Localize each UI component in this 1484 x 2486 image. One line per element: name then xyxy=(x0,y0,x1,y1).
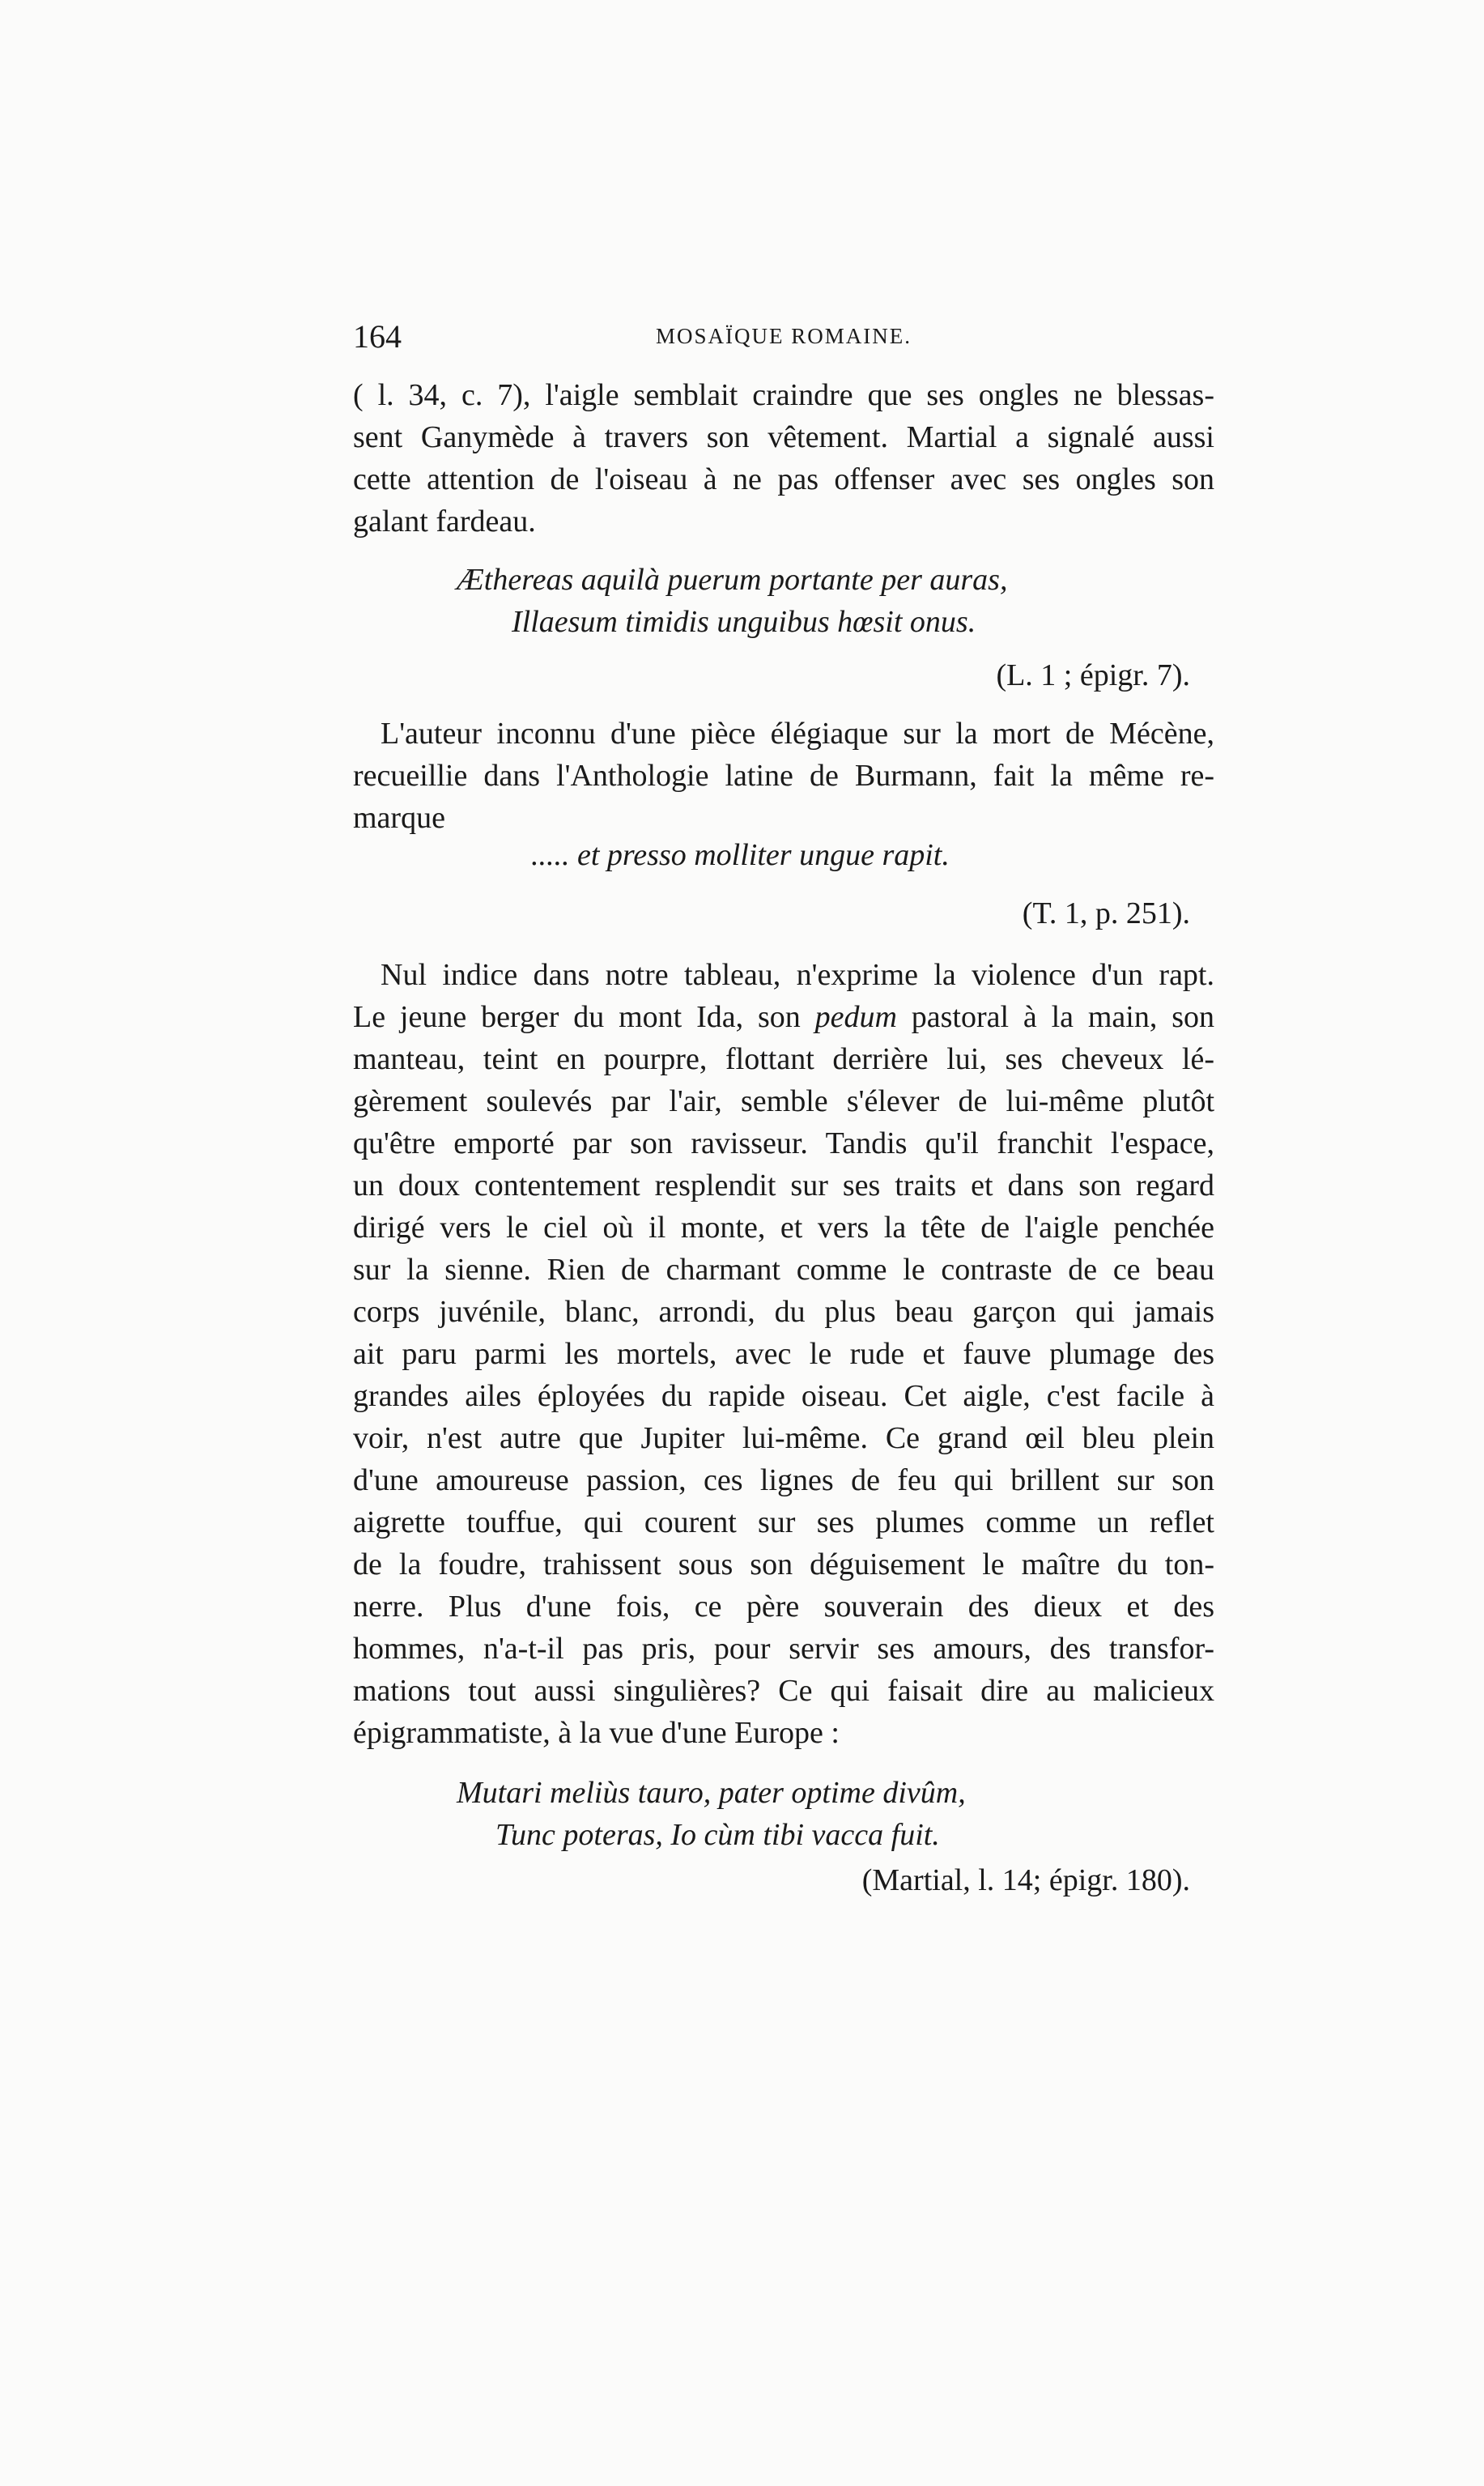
text-line: marque xyxy=(353,801,445,835)
verse-quote-1 xyxy=(353,559,1214,696)
page-header xyxy=(353,317,1214,366)
text-line: qu'être emporté par son ravisseur. Tandis qu'il franchit l'espace, xyxy=(353,1126,1214,1160)
text-line: aigrette touffue, qui courent sur ses plumes comme un reflet xyxy=(353,1505,1214,1539)
text-line: Nul indice dans notre tableau, n'exprime la violence d'un rapt. xyxy=(381,958,1214,992)
text-line: voir, n'est autre que Jupiter lui-même. Ce grand œil bleu plein xyxy=(353,1421,1214,1455)
text-line: un doux contentement resplendit sur ses traits et dans son regard xyxy=(353,1169,1214,1203)
text-line: d'une amoureuse passion, ces lignes de feu qui brillent sur son xyxy=(353,1463,1214,1497)
paragraph-2 xyxy=(353,713,1214,839)
text-line: gèrement soulevés par l'air, semble s'élever de lui-même plutôt xyxy=(353,1084,1214,1118)
citation: (T. 1, p. 251). xyxy=(1022,896,1190,930)
italic-term: pedum xyxy=(814,1000,897,1034)
text-line: de la foudre, trahissent sous son déguisement le maître du ton- xyxy=(353,1547,1214,1581)
verse-line: ..... et presso molliter ungue rapit. xyxy=(531,838,950,872)
paragraph-3 xyxy=(353,954,1214,1754)
verse-line: Illaesum timidis unguibus hœsit onus. xyxy=(512,605,976,639)
verse-quote-3 xyxy=(353,1772,1214,1901)
text-line: épigrammatiste, à la vue d'une Europe : xyxy=(353,1716,840,1750)
citation: (L. 1 ; épigr. 7). xyxy=(996,658,1190,692)
text-line: L'auteur inconnu d'une pièce élégiaque sur la mort de Mécène, xyxy=(381,717,1214,751)
text-line xyxy=(353,996,1214,1038)
text-line: cette attention de l'oiseau à ne pas offenser avec ses ongles son xyxy=(353,462,1214,496)
text-line: corps juvénile, blanc, arrondi, du plus beau garçon qui jamais xyxy=(353,1295,1214,1329)
text-line: mations tout aussi singulières? Ce qui faisait dire au malicieux xyxy=(353,1674,1214,1708)
text-line: nerre. Plus d'une fois, ce père souverain des dieux et des xyxy=(353,1590,1214,1624)
text-line: sur la sienne. Rien de charmant comme le contraste de ce beau xyxy=(353,1253,1214,1287)
verse-line: Tunc poteras, Io cùm tibi vacca fuit. xyxy=(495,1818,940,1852)
paragraph-1 xyxy=(353,374,1214,543)
text-line: dirigé vers le ciel où il monte, et vers la tête de l'aigle penchée xyxy=(353,1211,1214,1245)
verse-line: Mutari meliùs tauro, pater optime divûm, xyxy=(457,1776,966,1810)
verse-quote-2 xyxy=(353,834,1214,934)
verse-line: Æthereas aquilà puerum portante per auras, xyxy=(457,563,1008,597)
citation: (Martial, l. 14; épigr. 180). xyxy=(861,1863,1190,1897)
text-line: galant fardeau. xyxy=(353,504,536,538)
text-segment: pastoral à la main, son xyxy=(896,1000,1214,1034)
text-segment: Le jeune berger du mont Ida, son xyxy=(353,1000,815,1034)
text-line: sent Ganymède à travers son vêtement. Martial a signalé aussi xyxy=(353,420,1214,454)
text-line: ( l. 34, c. 7), l'aigle semblait craindre que ses ongles ne blessas- xyxy=(353,378,1214,412)
text-line: manteau, teint en pourpre, flottant derrière lui, ses cheveux lé- xyxy=(353,1042,1214,1076)
running-title: MOSAÏQUE ROMAINE. xyxy=(656,324,912,348)
text-line: hommes, n'a-t-il pas pris, pour servir ses amours, des transfor- xyxy=(353,1632,1214,1666)
text-line: grandes ailes éployées du rapide oiseau. Cet aigle, c'est facile à xyxy=(353,1379,1214,1413)
text-line: ait paru parmi les mortels, avec le rude et fauve plumage des xyxy=(353,1337,1214,1371)
page-number: 164 xyxy=(353,318,402,355)
text-line: recueillie dans l'Anthologie latine de Burmann, fait la même re- xyxy=(353,759,1214,793)
